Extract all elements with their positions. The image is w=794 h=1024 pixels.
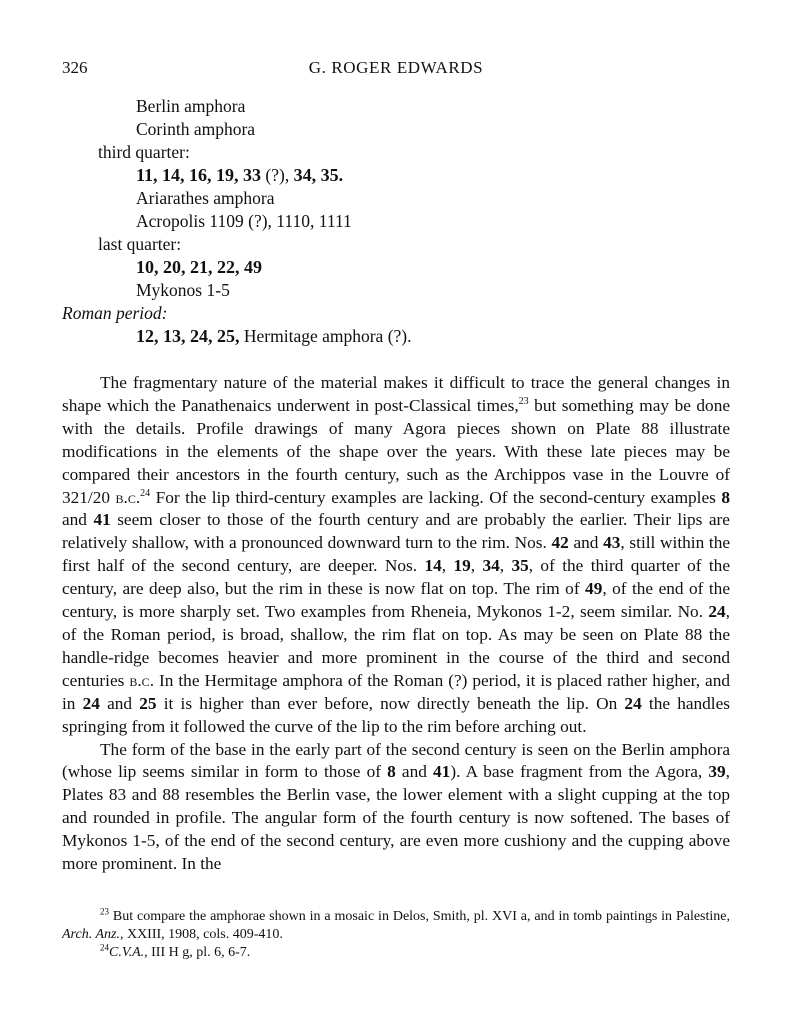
text-run: , [441,556,454,576]
footnote-marker: 24 [100,942,109,953]
footnote-23 [62,908,730,944]
paragraph [62,372,730,739]
text-run: ). A base fragment from the Agora, [450,762,709,782]
catalogue-ref: 35 [511,556,529,576]
text-run: it is higher than ever before, now directly beneath the lip. On [156,693,625,713]
footnote-marker: 23 [100,906,109,917]
text-run: but something may be done with the details. Profile drawings of many Agora pieces shown on Plate 88 illustrate modifications in the elements of the shape over the years. With these late pieces may be compared their ancestors in the fourth century, such as the Archippos vase in the Louvre of 321/20 [62,395,731,507]
catalogue-numbers: 34, 35. [293,165,344,185]
text-run: and [568,533,604,553]
list-heading: last quarter: [98,234,182,254]
list-item [62,164,730,187]
chronological-list [62,95,730,348]
list-text: Hermitage amphora (?). [239,326,412,346]
list-heading: third quarter: [98,142,190,162]
text-run: The form of the base in the early part of the second century is seen on the Berlin amphora (whose lip seems similar in form to those of [62,739,730,782]
text-run: For the lip third-century examples are lacking. Of the second-century examples [150,487,722,507]
list-item: Corinth amphora [136,119,256,139]
catalogue-ref: 41 [433,762,451,782]
catalogue-ref: 43 [603,533,621,553]
list-text: (?), [261,165,294,185]
text-run: , XXIII, 1908, cols. 409-410. [119,927,283,942]
text-run: , of the end of the century, is more sharply set. Two examples from Rheneia, Mykonos 1-2, seem similar. No. [62,579,730,622]
catalogue-ref: 8 [721,487,730,507]
series-title: C.V.A. [109,945,145,960]
text-run: The fragmentary nature of the material makes it difficult to trace the general changes in shape which the Panathenaics underwent in post-Classical times, [62,373,730,415]
catalogue-ref: 49 [585,579,603,599]
text-run: , [499,556,512,576]
body-text [62,372,730,876]
catalogue-ref: 34 [482,556,500,576]
text-run: , Plates 83 and 88 resembles the Berlin vase, the lower element with a slight cupping at the top and rounded in profile. The angular form of the fourth century is now softened. The bases of Mykonos 1-5, of the end of the second century, are even more cushiony and the cupping above more prominent. In the [62,762,730,874]
list-item [62,325,730,348]
footnote-ref: 23 [518,396,529,408]
catalogue-ref: 24 [624,693,642,713]
text-run: , still within the first half of the second century, are deeper. Nos. [62,533,731,576]
text-run: the handles springing from it followed the curve of the lip to the rim before arching out. [62,693,730,736]
era-abbrev: b.c. [129,670,155,690]
catalogue-numbers: 12, 13, 24, 25, [136,326,240,346]
catalogue-numbers: 10, 20, 21, 22, 49 [136,257,262,277]
catalogue-ref: 19 [453,556,471,576]
era-abbrev: b.c. [115,487,141,507]
text-run: , of the third quarter of the century, are deep also, but the rim in these is now flat on top. The rim of [62,556,730,599]
text-run: and [62,510,94,530]
text-run: seem closer to those of the fourth century and are probably the earlier. Their lips are relatively shallow, with a pronounced downward turn to the rim. Nos. [62,510,730,553]
catalogue-ref: 25 [139,693,157,713]
catalogue-ref: 14 [424,556,442,576]
page-number: 326 [62,58,88,77]
list-item: Berlin amphora [136,96,246,116]
running-head: G. ROGER EDWARDS [308,58,484,77]
page-header [62,58,730,82]
catalogue-ref: 24 [82,693,100,713]
text-run: But compare the amphorae shown in a mosaic in Delos, Smith, pl. XVI a, and in tomb paintings in Palestine, [109,909,730,924]
text-run: In the Hermitage amphora of the Roman (?) period, it is placed rather higher, and in [62,670,730,713]
catalogue-ref: 41 [93,510,111,530]
footnote-ref: 24 [140,487,151,499]
list-item: Acropolis 1109 (?), 1110, 1111 [136,211,352,231]
text-run: , [470,556,483,576]
journal-title: Arch. Anz. [62,927,120,942]
catalogue-numbers: 11, 14, 16, 19, 33 [136,165,262,185]
catalogue-ref: 24 [708,602,726,622]
text-run: and [395,762,434,782]
catalogue-ref: 42 [551,533,569,553]
list-item: Ariarathes amphora [136,188,275,208]
text-run: , III H g, pl. 6, 6-7. [144,945,251,960]
footnotes [62,908,730,962]
list-item: Mykonos 1-5 [136,280,230,300]
catalogue-ref: 8 [387,762,396,782]
paragraph [62,739,730,876]
text-run: , of the Roman period, is broad, shallow, the rim flat on top. As may be seen on Plate 88 the handle-ridge becomes heavier and more prominent in the course of the third and second centuries [62,602,730,690]
text-run: and [99,693,140,713]
catalogue-ref: 39 [708,762,726,782]
list-heading: Roman period: [62,303,168,323]
footnote-24 [62,944,730,962]
